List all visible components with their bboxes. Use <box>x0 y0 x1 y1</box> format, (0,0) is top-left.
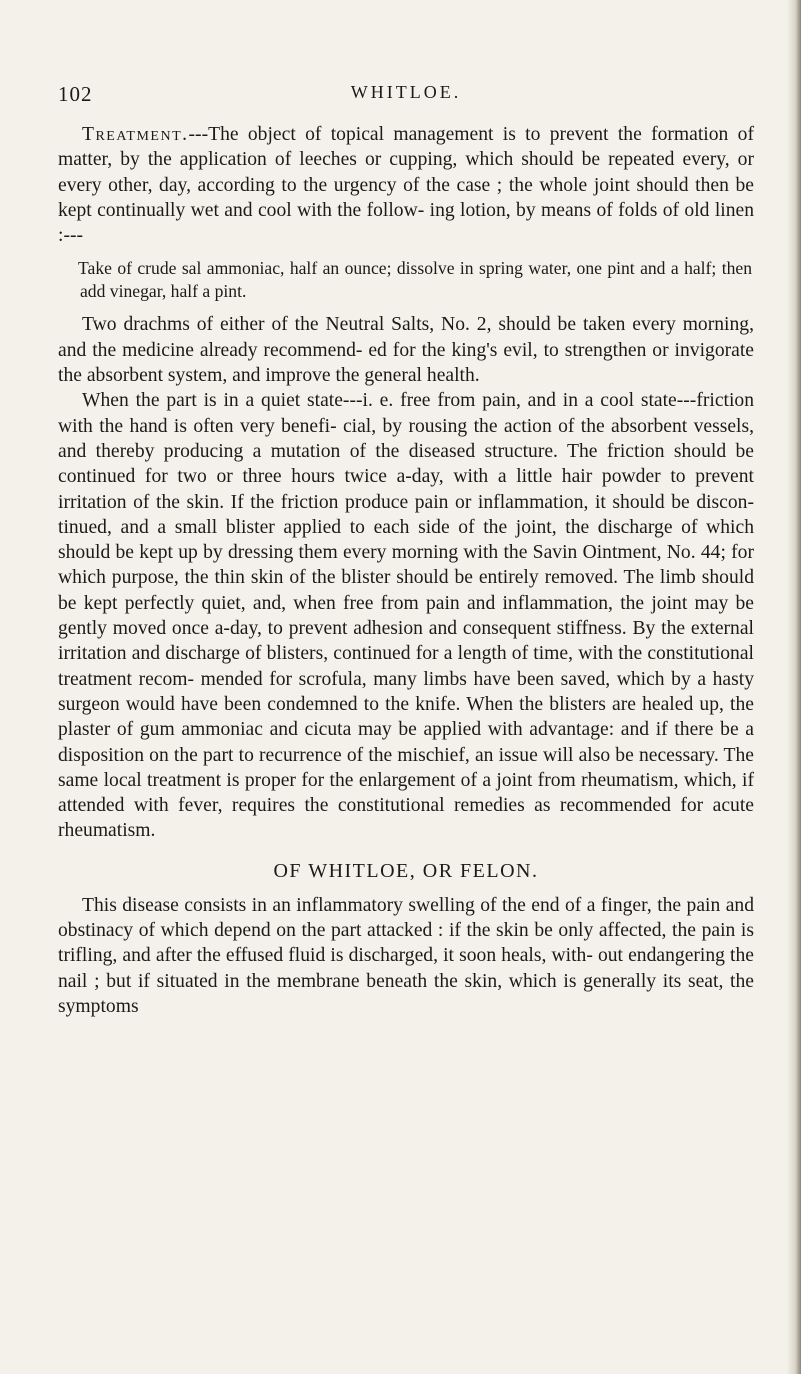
whitloe-paragraph: This disease consists in an inflammatory swelling of the end of a finger, the pain and obstinacy of which depend on the part attacked : if the skin be only affected, the pain is trifling, and after the effused fluid is discharged, it soon heals, with- out endangering the nail ; but if situated in the membrane beneath the skin, which is generally its seat, the symptoms <box>58 894 754 1017</box>
lotion-prescription: Take of crude sal ammoniac, half an ounce; dissolve in spring water, one pint and a half; then add vinegar, half a pint. <box>78 258 752 301</box>
neutral-salts-paragraph: Two drachms of either of the Neutral Salts, No. 2, should be taken every morning, and the medicine already recommend- ed for the king's evil, to strengthen or invigorate the absorbent system, and improve the general health. <box>58 314 754 387</box>
book-page <box>58 82 754 1019</box>
treatment-text: ---The object of topical management is to prevent the formation of matter, by the application of leeches or cupping, which should be repeated every, or every other, day, according to the urgency of the case ; the whole joint should then be kept continually wet and cool with the follow- ing lotion, by means of folds of old linen :--- <box>58 124 754 247</box>
running-title: WHITLOE. <box>350 82 462 102</box>
treatment-label: Treatment. <box>82 124 189 145</box>
treatment-paragraph <box>58 122 754 248</box>
page-edge-shadow <box>787 0 801 1374</box>
running-head <box>58 82 754 122</box>
page-number: 102 <box>58 82 93 106</box>
section-heading: OF WHITLOE, OR FELON. <box>273 859 539 882</box>
friction-paragraph: When the part is in a quiet state---i. e. free from pain, and in a cool state---friction with the hand is often very benefi- cial, by rousing the action of the absorbent vessels, and thereby producing a mutation of the diseased structure. The friction should be continued for two or three hours twice a-day, with a little hair powder to prevent irritation of the skin. If the friction produce pain or inflammation, it should be discon- tinued, and a small blister applied to each side of the joint, the discharge of which should be kept up by dressing them every morning with the Savin Ointment, No. 44; for which purpose, the thin skin of the blister should be entirely removed. The limb should be kept perfectly quiet, and, when free from pain and inflammation, the joint may be gently moved once a-day, to prevent adhesion and consequent stiffness. By the external irritation and discharge of blisters, continued for a length of time, with the constitutional treatment recom- mended for scrofula, many limbs have been saved, which by a hasty surgeon would have been condemned to the knife. When the blisters are healed up, the plaster of gum ammoniac and cicuta may be applied with advantage: and if there be a disposition on the part to recurrence of the mischief, an issue will also be necessary. The same local treatment is proper for the enlargement of a joint from rheumatism, which, if attended with fever, requires the constitutional remedies as recommended for acute rheumatism. <box>58 390 754 842</box>
